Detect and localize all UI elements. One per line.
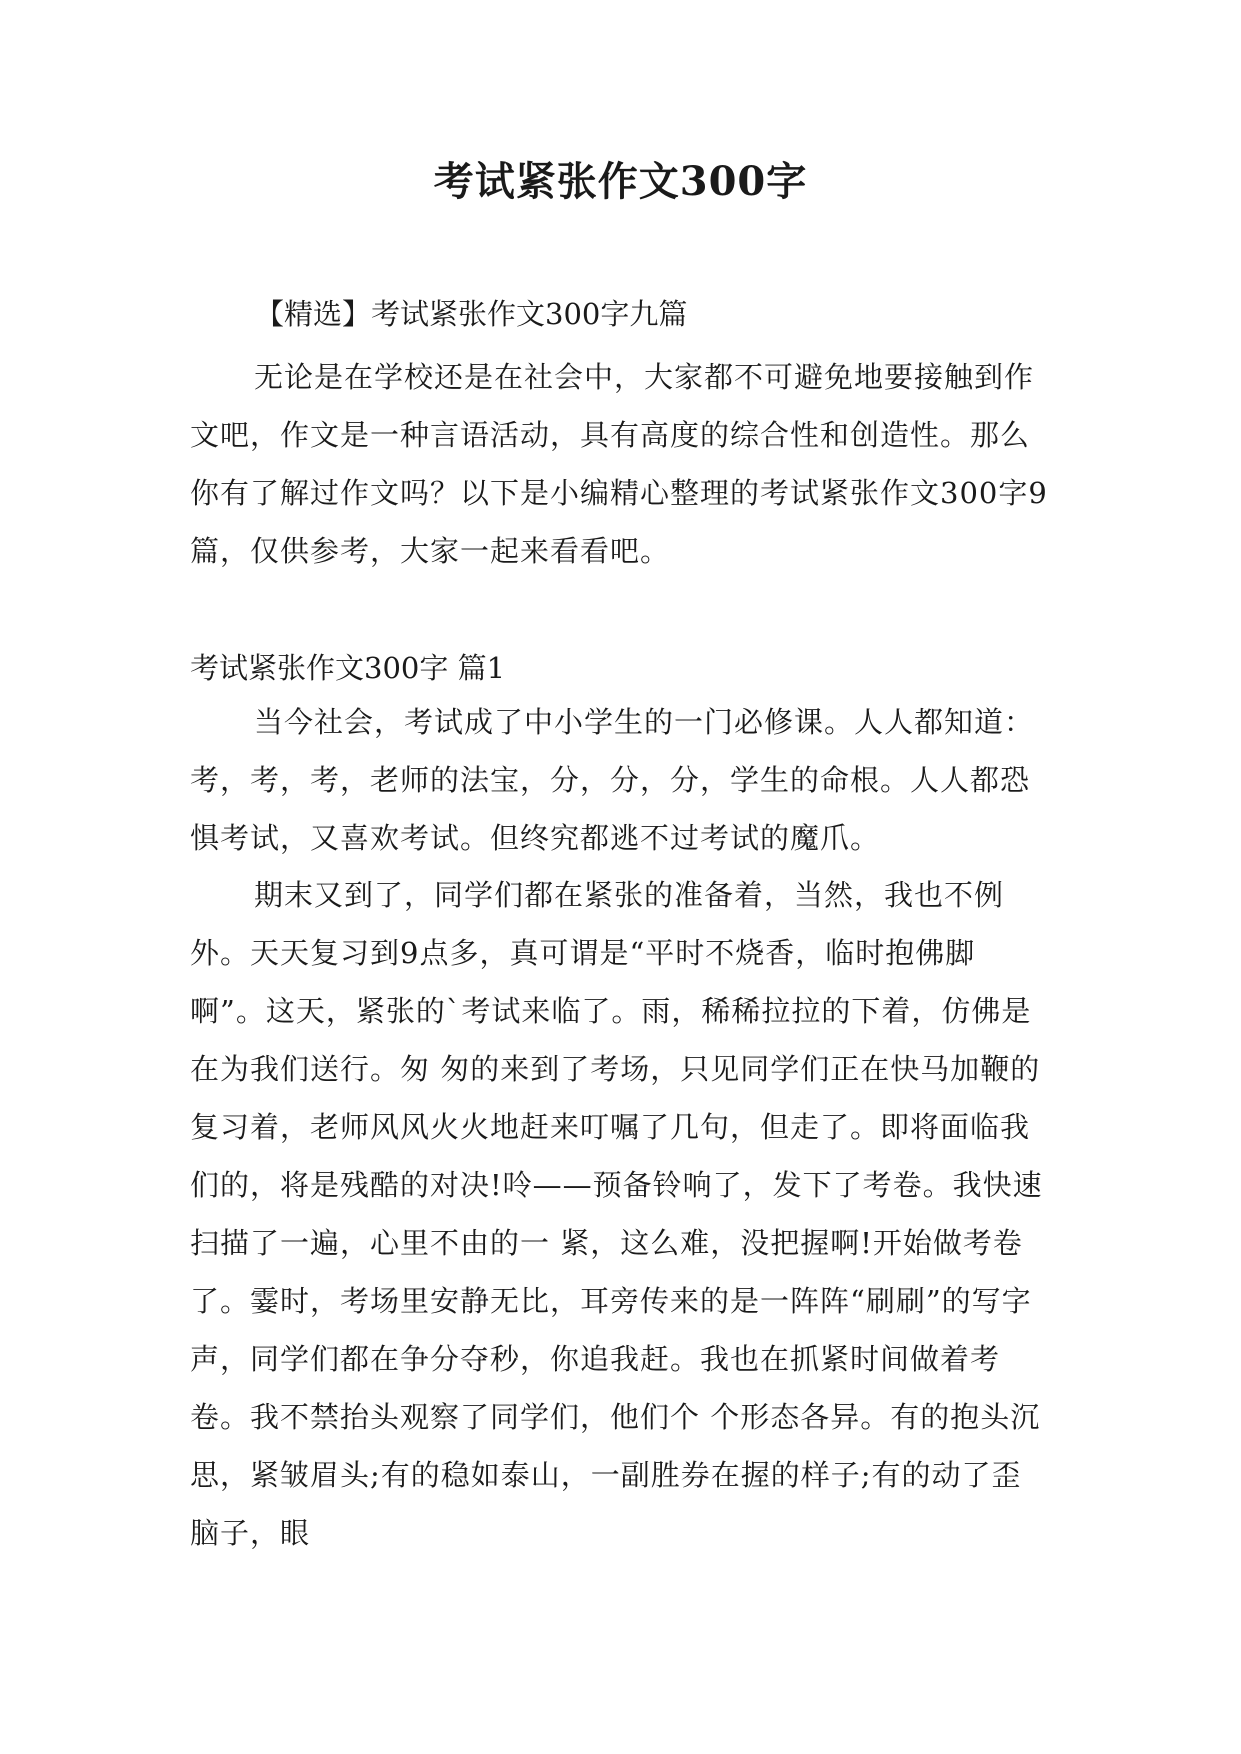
document-subtitle: 【精选】考试紧张作文300字九篇 — [255, 297, 688, 331]
document-title: 考试紧张作文300字 — [433, 158, 808, 205]
paragraph-text: 当今社会，考试成了中小学生的一门必修课。人人都知道：考，考，考，老师的法宝，分，分，分，学生的命根。人人都恐惧考试，又喜欢考试。但终究都逃不过考试的魔爪。 — [190, 705, 1035, 855]
section-heading: 考试紧张作文300字 篇1 — [190, 651, 506, 685]
paragraph-text: 期末又到了，同学们都在紧张的准备着，当然，我也不例外。天天复习到9点多，真可谓是“平时不烧香，临时抱佛脚啊”。这天，紧张的`考试来临了。雨，稀稀拉拉的下着，仿佛是在为我们送行。匆 匆的来到了考场，只见同学们正在快马加鞭的复习着，老师风风火火地赶来叮嘱了几句，但走了。即将面临我们的，将是残酷的对决!呤——预备铃响了，发下了考卷。我快速扫描了一遍，心里不由的一 紧，这么难，没把握啊!开始做考卷了。霎时，考场里安静无比，耳旁传来的是一阵阵“刷刷”的写字声，同学们都在争分夺秒，你追我赶。我也在抓紧时间做着考卷。我不禁抬头观察了同学们，他们个 个形态各异。有的抱头沉思，紧皱眉头;有的稳如泰山，一副胜券在握的样子;有的动了歪脑子，眼 — [190, 878, 1043, 1550]
intro-paragraph — [190, 348, 1050, 580]
intro-text: 无论是在学校还是在社会中，大家都不可避免地要接触到作文吧，作文是一种言语活动，具有高度的综合性和创造性。那么你有了解过作文吗？以下是小编精心整理的考试紧张作文300字9篇，仅供参考，大家一起来看看吧。 — [190, 360, 1048, 568]
body-paragraph — [190, 693, 1050, 867]
body-paragraph — [190, 866, 1050, 1562]
